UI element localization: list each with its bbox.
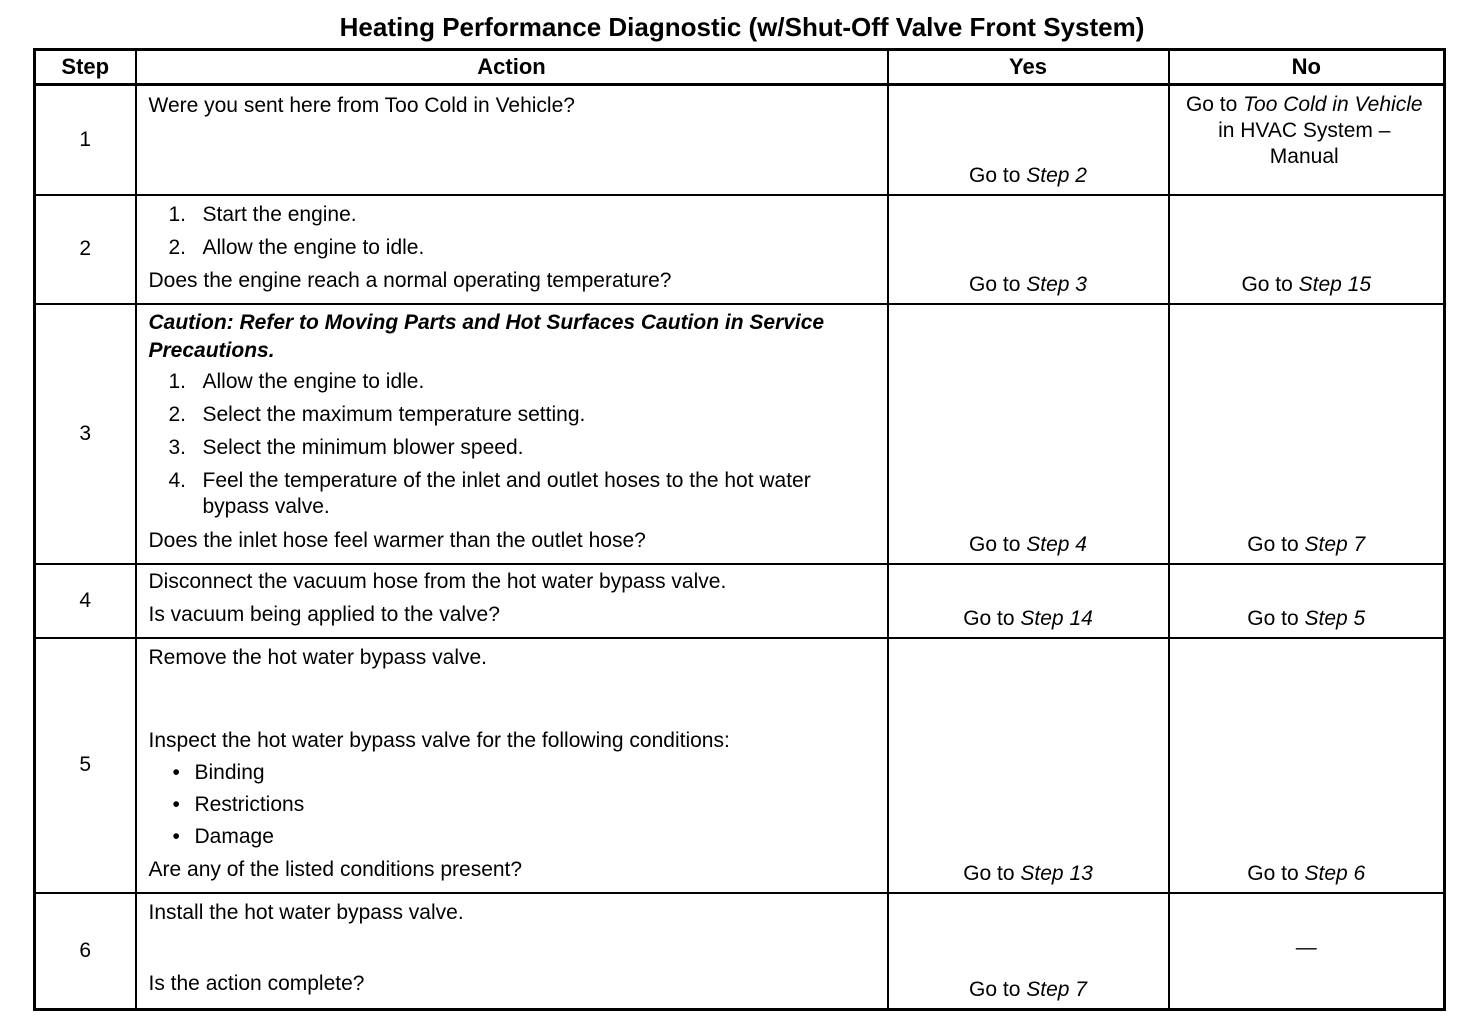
header-no: No: [1169, 50, 1445, 85]
bullet-list: [149, 757, 877, 853]
yes-cell: Go to Step 4: [888, 304, 1169, 564]
no-reference-link[interactable]: Too Cold in Vehicle: [1243, 93, 1423, 116]
action-text: Were you sent here from Too Cold in Vehicle?: [148, 94, 575, 117]
no-cell: Go to Step 5: [1169, 564, 1445, 638]
no-cell: Go to Step 15: [1169, 195, 1445, 304]
list-item: 1. Start the engine.: [168, 202, 357, 226]
yes-step-link[interactable]: Step 7: [1026, 978, 1087, 1001]
diagnostic-table: [33, 48, 1446, 1011]
question-text: Does the inlet hose feel warmer than the outlet hose?: [148, 528, 646, 552]
table-row: [35, 195, 1445, 304]
yes-cell: Go to Step 14: [888, 564, 1169, 638]
step-number: 2: [35, 195, 136, 304]
yes-step-link[interactable]: Step 2: [1026, 163, 1087, 187]
step-number: 5: [35, 638, 136, 893]
list-item: • Binding: [172, 760, 265, 784]
yes-cell: [888, 85, 1169, 195]
list-item: 1. Allow the engine to idle.: [168, 369, 425, 393]
step-number: 6: [35, 893, 136, 1010]
question-text: Are any of the listed conditions present?: [148, 857, 523, 881]
action-cell: [136, 304, 888, 564]
step-number: 3: [35, 304, 136, 564]
yes-prefix: Go to: [969, 163, 1021, 187]
table-row: [35, 304, 1445, 564]
list-item: 4. Feel the temperature of the inlet and outlet hoses to the hot water bypass valve.: [168, 468, 811, 518]
question-text: Is the action complete?: [148, 971, 365, 995]
no-step-link[interactable]: Step 15: [1298, 272, 1372, 296]
question-text: Is vacuum being applied to the valve?: [148, 602, 500, 626]
table-row: [35, 564, 1445, 638]
action-text: Disconnect the vacuum hose from the hot water bypass valve.: [148, 569, 727, 593]
yes-step-link[interactable]: Step 4: [1026, 532, 1087, 556]
list-item: • Restrictions: [172, 792, 305, 816]
header-action: Action: [136, 50, 888, 85]
action-text: Install the hot water bypass valve.: [148, 900, 464, 924]
no-step-link[interactable]: Step 7: [1304, 532, 1366, 556]
yes-cell: Go to Step 13: [888, 638, 1169, 893]
action-cell: [136, 85, 888, 195]
no-dash: —: [1295, 935, 1317, 959]
action-cell: [136, 195, 888, 304]
numbered-steps: [149, 365, 877, 524]
header-yes: Yes: [888, 50, 1169, 85]
yes-step-link[interactable]: Step 14: [1020, 606, 1093, 630]
header-step: Step: [35, 50, 136, 85]
yes-cell: Go to Step 7: [888, 893, 1169, 1010]
no-cell: Go to Step 7: [1169, 304, 1445, 564]
list-item: 3. Select the minimum blower speed.: [168, 435, 524, 459]
table-row: [35, 893, 1445, 1010]
step-number: 4: [35, 564, 136, 638]
no-step-link[interactable]: Step 6: [1304, 861, 1366, 885]
no-reference-rest: in HVAC System – Manual: [1218, 119, 1391, 168]
list-item: 2. Select the maximum temperature setting.: [168, 402, 586, 426]
yes-step-link[interactable]: Step 13: [1020, 861, 1093, 885]
numbered-steps: [149, 198, 877, 264]
action-cell: [136, 638, 888, 893]
action-cell: [136, 893, 888, 1010]
action-cell: [136, 564, 888, 638]
list-item: • Damage: [172, 824, 274, 848]
list-item: 2. Allow the engine to idle.: [168, 235, 425, 259]
table-row: [35, 638, 1445, 893]
no-cell: [1169, 893, 1445, 1010]
page-title: Heating Performance Diagnostic (w/Shut-Off Valve Front System): [339, 12, 1145, 42]
inspect-text: Inspect the hot water bypass valve for the following conditions:: [148, 728, 730, 752]
question-text: Does the engine reach a normal operating temperature?: [148, 268, 672, 292]
table-header-row: [35, 50, 1445, 85]
caution-text: Caution: Refer to Moving Parts and Hot Surfaces Caution in Service Precautions.: [148, 310, 825, 362]
no-cell: Go to Step 6: [1169, 638, 1445, 893]
yes-cell: Go to Step 3: [888, 195, 1169, 304]
no-step-link[interactable]: Step 5: [1304, 606, 1366, 630]
step-number: 1: [35, 85, 136, 195]
no-cell: [1169, 85, 1445, 195]
table-row: [35, 85, 1445, 195]
yes-step-link[interactable]: Step 3: [1026, 272, 1087, 296]
no-prefix: Go to: [1185, 93, 1238, 116]
action-text: Remove the hot water bypass valve.: [148, 645, 488, 669]
